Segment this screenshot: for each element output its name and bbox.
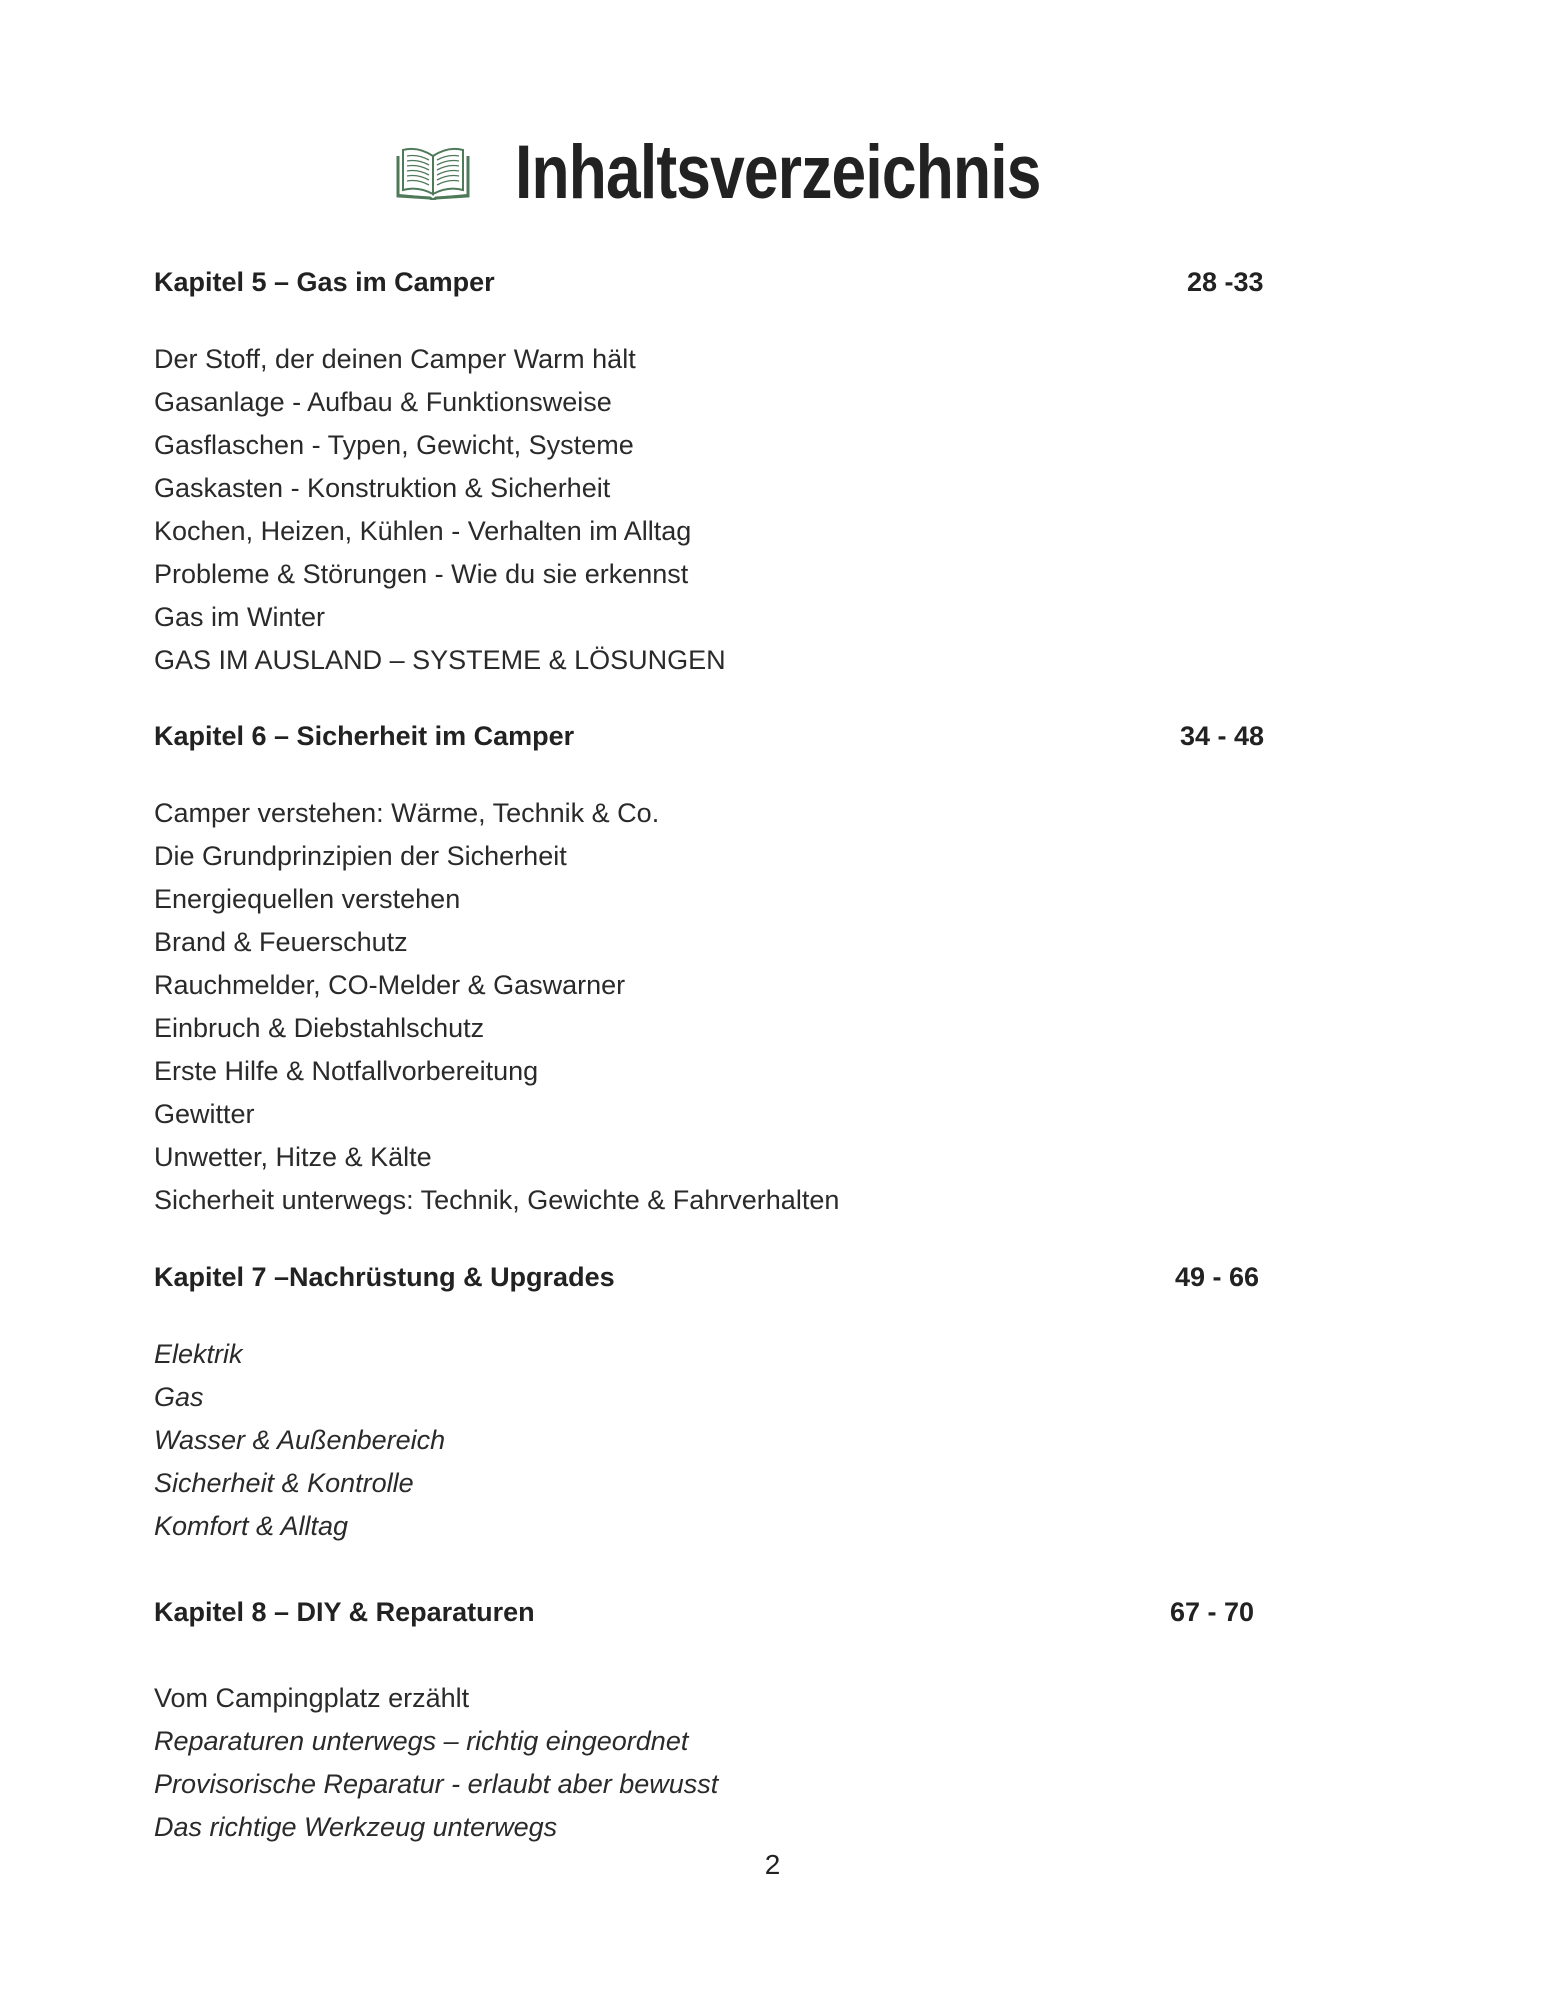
chapter-title: Kapitel 6 – Sicherheit im Camper bbox=[154, 721, 575, 751]
chapter-items bbox=[154, 792, 1254, 1222]
list-item: Energiequellen verstehen bbox=[154, 884, 461, 914]
chapter-pages: 34 - 48 bbox=[1180, 721, 1265, 751]
list-item: Das richtige Werkzeug unterwegs bbox=[154, 1812, 558, 1842]
chapter-heading bbox=[154, 1592, 1274, 1632]
page-number: 2 bbox=[764, 1849, 781, 1880]
list-item: Sicherheit unterwegs: Technik, Gewichte & Fahrverhalten bbox=[154, 1185, 840, 1215]
chapter-heading bbox=[154, 1257, 1274, 1297]
list-item: Brand & Feuerschutz bbox=[154, 927, 408, 957]
chapter-items bbox=[154, 338, 1254, 682]
list-item: Einbruch & Diebstahlschutz bbox=[154, 1013, 485, 1043]
chapter-heading bbox=[154, 262, 1274, 302]
list-item: Elektrik bbox=[154, 1339, 243, 1369]
list-item: Der Stoff, der deinen Camper Warm hält bbox=[154, 344, 636, 374]
list-item: Komfort & Alltag bbox=[154, 1511, 349, 1541]
chapter-pages: 49 - 66 bbox=[1175, 1262, 1260, 1292]
page-title: Inhaltsverzeichnis bbox=[515, 130, 1041, 215]
list-item: Gaskasten - Konstruktion & Sicherheit bbox=[154, 473, 611, 503]
list-item: Probleme & Störungen - Wie du sie erkennst bbox=[154, 559, 689, 589]
chapter-items bbox=[154, 1677, 1254, 1849]
list-item: Die Grundprinzipien der Sicherheit bbox=[154, 841, 567, 871]
chapter-heading bbox=[154, 716, 1274, 756]
list-item: Gasflaschen - Typen, Gewicht, Systeme bbox=[154, 430, 634, 460]
chapter-title: Kapitel 8 – DIY & Reparaturen bbox=[154, 1597, 535, 1627]
list-item: Provisorische Reparatur - erlaubt aber bewusst bbox=[154, 1769, 719, 1799]
list-item: Gewitter bbox=[154, 1099, 255, 1129]
list-item: Gasanlage - Aufbau & Funktionsweise bbox=[154, 387, 612, 417]
chapter-title: Kapitel 5 – Gas im Camper bbox=[154, 267, 495, 297]
chapter-title: Kapitel 7 –Nachrüstung & Upgrades bbox=[154, 1262, 615, 1292]
chapter-items bbox=[154, 1333, 1254, 1548]
list-item: Unwetter, Hitze & Kälte bbox=[154, 1142, 432, 1172]
list-item: Gas bbox=[154, 1382, 204, 1412]
list-item: GAS IM AUSLAND – SYSTEME & LÖSUNGEN bbox=[154, 645, 726, 675]
list-item: Erste Hilfe & Notfallvorbereitung bbox=[154, 1056, 539, 1086]
chapter-pages: 67 - 70 bbox=[1170, 1597, 1255, 1627]
list-item: Gas im Winter bbox=[154, 602, 326, 632]
chapter-pages: 28 -33 bbox=[1187, 267, 1264, 297]
list-item: Kochen, Heizen, Kühlen - Verhalten im Alltag bbox=[154, 516, 692, 546]
open-book-icon bbox=[396, 144, 470, 200]
list-item: Vom Campingplatz erzählt bbox=[154, 1683, 470, 1713]
page-header bbox=[0, 128, 1545, 218]
list-item: Camper verstehen: Wärme, Technik & Co. bbox=[154, 798, 660, 828]
list-item: Rauchmelder, CO-Melder & Gaswarner bbox=[154, 970, 626, 1000]
list-item: Reparaturen unterwegs – richtig eingeordnet bbox=[154, 1726, 689, 1756]
list-item: Sicherheit & Kontrolle bbox=[154, 1468, 414, 1498]
list-item: Wasser & Außenbereich bbox=[154, 1425, 446, 1455]
